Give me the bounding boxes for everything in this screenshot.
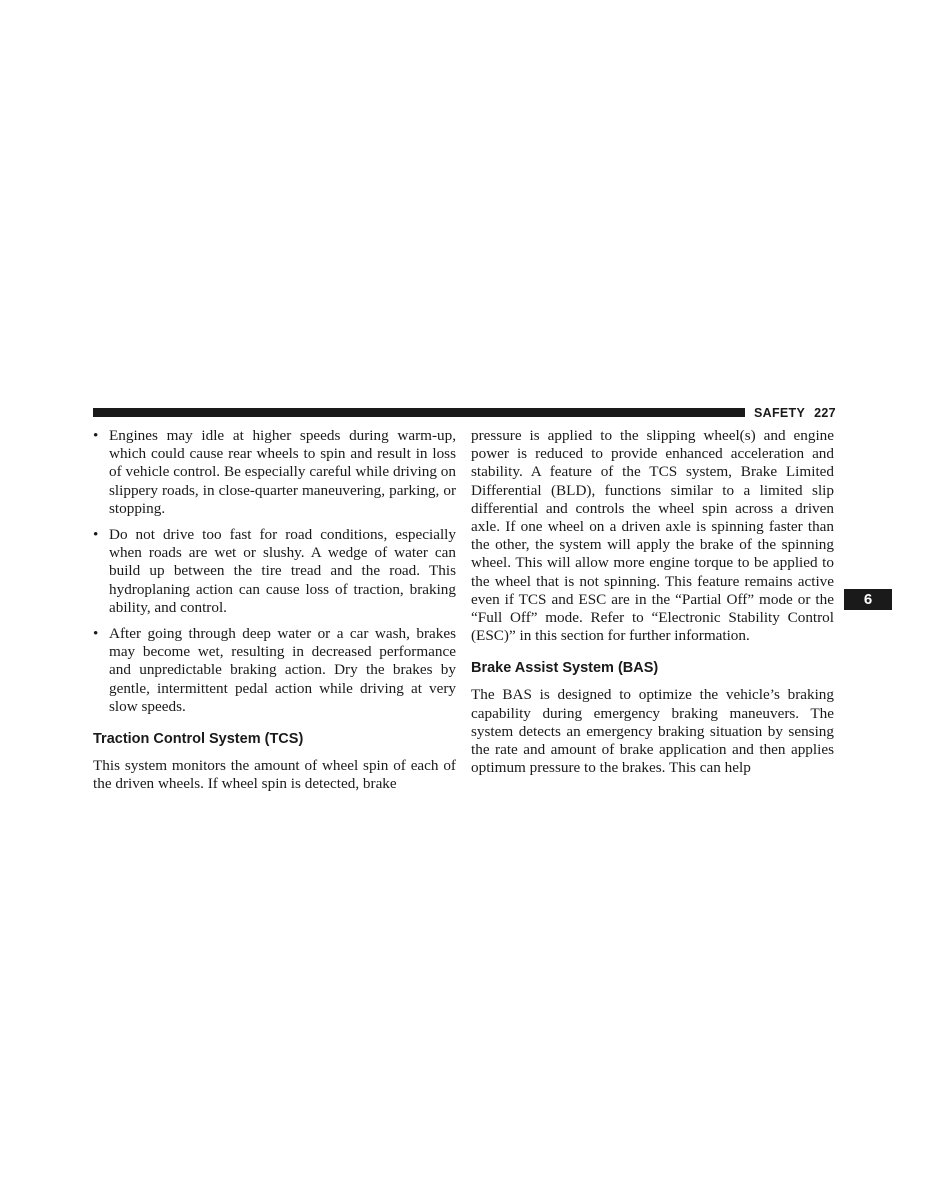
bas-heading: Brake Assist System (BAS) (471, 660, 659, 677)
left-column (93, 427, 456, 793)
list-item-text: Do not drive too fast for road conditions, especially when roads are wet or slushy. A wedge of water can build up between the tire tread and the road. This hydroplaning action can cause loss of traction, braking ability, and control. (109, 526, 456, 616)
bullet-icon: • (93, 427, 99, 444)
header-rule (93, 408, 745, 417)
running-header (754, 404, 836, 422)
tcs-continued-paragraph: pressure is applied to the slipping wheel(s) and engine power is reduced to provide enhanced acceleration and stability. A feature of the TCS system, Brake Limited Differential (BLD), functions similar to a limited slip differential and controls the wheel spin across a driven axle. If one wheel on a driven axle is spinning faster than the other, the system will apply the brake of the spinning wheel. This will allow more engine torque to be applied to the wheel that is not spinning. This feature remains active even if TCS and ESC are in the “Partial Off” mode or the “Full Off” mode. Refer to “Electronic Stability Control (ESC)” in this section for further information. (471, 427, 834, 645)
tcs-intro-paragraph: This system monitors the amount of wheel spin of each of the driven wheels. If wheel spin is detected, brake (93, 757, 456, 793)
section-title: SAFETY (754, 406, 806, 420)
list-item (93, 526, 456, 617)
list-item-text: Engines may idle at higher speeds during warm-up, which could cause rear wheels to spin and result in loss of vehicle control. Be especially careful while driving on slippery roads, in close-quarter maneuvering, parking, or stopping. (109, 427, 456, 517)
list-item (93, 427, 456, 518)
list-item (93, 625, 456, 716)
bas-paragraph: The BAS is designed to optimize the vehicle’s braking capability during emergency braking maneuvers. The system detects an emergency braking situation by sensing the rate and amount of brake application and then applies optimum pressure to the brakes. This can help (471, 686, 834, 777)
tcs-heading: Traction Control System (TCS) (93, 731, 304, 748)
chapter-tab: 6 (844, 589, 892, 610)
right-column (471, 427, 834, 777)
list-item-text: After going through deep water or a car wash, brakes may become wet, resulting in decreased performance and unpredictable braking action. Dry the brakes by gentle, intermittent pedal action while driving at very slow speeds. (109, 625, 456, 715)
bullet-icon: • (93, 526, 99, 544)
page-number: 227 (814, 406, 836, 420)
bullet-icon: • (93, 625, 99, 643)
caution-list (93, 427, 456, 716)
